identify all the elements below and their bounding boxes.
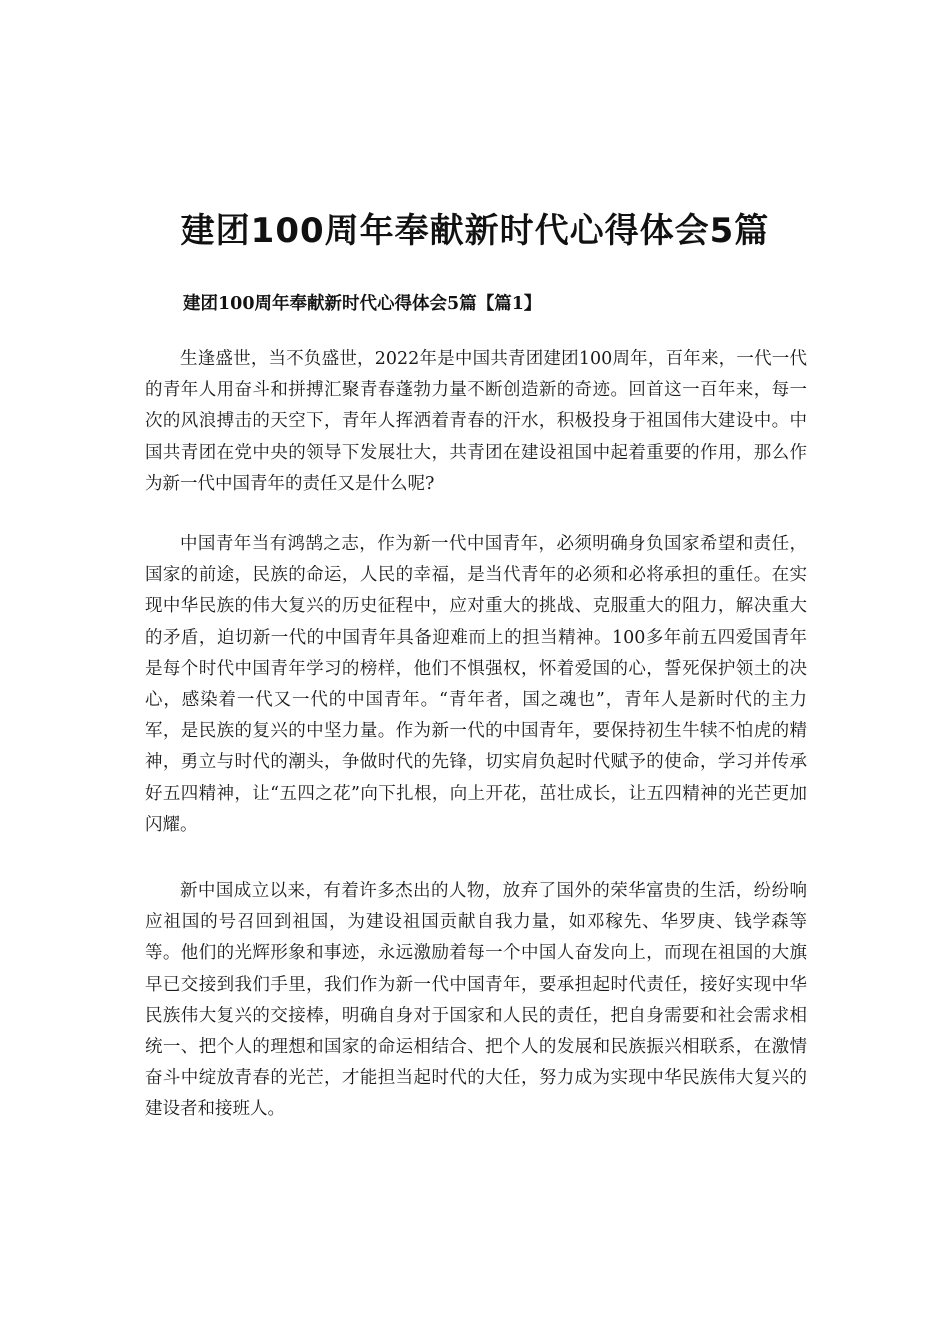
body-paragraph-2: 中国青年当有鸿鹄之志，作为新一代中国青年，必须明确身负国家希望和责任，国家的前途，民族的命运，人民的幸福，是当代青年的必须和必将承担的重任。在实现中华民族的伟大复兴的历史征程中，应对重大的挑战、克服重大的阻力，解决重大的矛盾，迫切新一代的中国青年具备迎难而上的担当精神。100多年前五四爱国青年是每个时代中国青年学习的榜样，他们不惧强权，怀着爱国的心，誓死保护领土的决心，感染着一代又一代的中国青年。“青年者，国之魂也”，青年人是新时代的主力军，是民族的复兴的中坚力量。作为新一代的中国青年，要保持初生牛犊不怕虎的精神，勇立与时代的潮头，争做时代的先锋，切实肩负起时代赋予的使命，学习并传承好五四精神，让“五四之花”向下扎根，向上开花，茁壮成长，让五四精神的光芒更加闪耀。 xyxy=(145,534,807,835)
body-paragraph-1: 生逢盛世，当不负盛世，2022年是中国共青团建团100周年，百年来，一代一代的青年人用奋斗和拼搏汇聚青春蓬勃力量不断创造新的奇迹。回首这一百年来，每一次的风浪搏击的天空下，青年人挥洒着青春的汗水，积极投身于祖国伟大建设中。中国共青团在党中央的领导下发展壮大，共青团在建设祖国中起着重要的作用，那么作为新一代中国青年的责任又是什么呢? xyxy=(145,349,807,494)
section-heading: 建团100周年奉献新时代心得体会5篇【篇1】 xyxy=(183,294,542,314)
body-paragraph-3: 新中国成立以来，有着许多杰出的人物，放弃了国外的荣华富贵的生活，纷纷响应祖国的号召回到祖国，为建设祖国贡献自我力量，如邓稼先、华罗庚、钱学森等等。他们的光辉形象和事迹，永远激励着每一个中国人奋发向上，而现在祖国的大旗早已交接到我们手里，我们作为新一代中国青年，要承担起时代责任，接好实现中华民族伟大复兴的交接棒，明确自身对于国家和人民的责任，把自身需要和社会需求相统一、把个人的理想和国家的命运相结合、把个人的发展和民族振兴相联系，在激情奋斗中绽放青春的光芒，才能担当起时代的大任，努力成为实现中华民族伟大复兴的建设者和接班人。 xyxy=(145,881,807,1120)
document-title: 建团100周年奉献新时代心得体会5篇 xyxy=(180,211,770,251)
